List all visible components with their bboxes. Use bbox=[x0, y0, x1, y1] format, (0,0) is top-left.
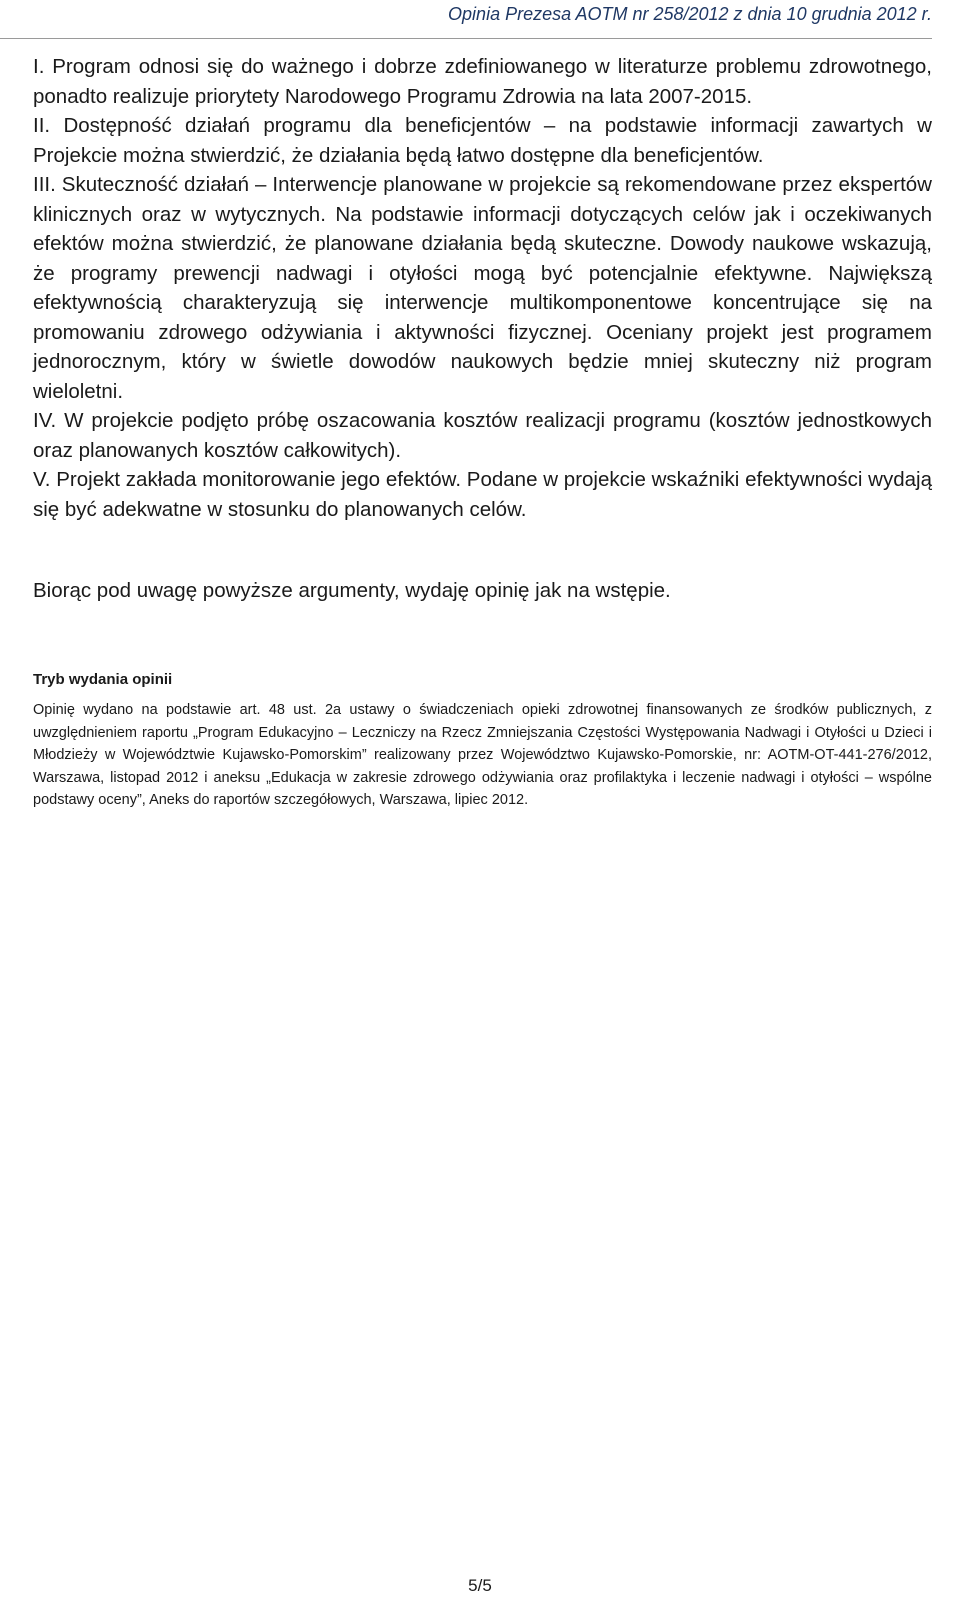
paragraph-i: I. Program odnosi się do ważnego i dobrze zdefiniowanego w literaturze problemu zdrowotnego, ponadto realizuje priorytety Narodowego Programu Zdrowia na lata 2007-2015. bbox=[33, 55, 932, 108]
paragraph-ii: II. Dostępność działań programu dla beneficjentów – na podstawie informacji zawartych w Projekcie można stwierdzić, że działania będą łatwo dostępne dla beneficjentów. bbox=[33, 114, 932, 167]
page-number: 5/5 bbox=[468, 1576, 492, 1595]
paragraph-iv: IV. W projekcie podjęto próbę oszacowania kosztów realizacji programu (kosztów jednostkowych oraz planowanych kosztów całkowitych). bbox=[33, 409, 932, 462]
paragraph-v: V. Projekt zakłada monitorowanie jego efektów. Podane w projekcie wskaźniki efektywności wydają się być adekwatne w stosunku do planowanych celów. bbox=[33, 468, 932, 521]
conclusion-text: Biorąc pod uwagę powyższe argumenty, wydaję opinię jak na wstępie. bbox=[33, 579, 671, 602]
header-title: Opinia Prezesa AOTM nr 258/2012 z dnia 10 grudnia 2012 r. bbox=[448, 4, 932, 24]
page-header bbox=[0, 0, 932, 39]
tryb-section-text: Opinię wydano na podstawie art. 48 ust. 2a ustawy o świadczeniach opieki zdrowotnej finansowanych ze środków publicznych, z uwzględnieniem raportu „Program Edukacyjno – Leczniczy na Rzecz Zmniejszania Częstości Występowania Nadwagi i Otyłości u Dzieci i Młodzieży w Województwie Kujawsko-Pomorskim” realizowany przez Województwo Kujawsko-Pomorskie, nr: AOTM-OT-441-276/2012, Warszawa, listopad 2012 i aneksu „Edukacja w zakresie zdrowego odżywiania oraz profilaktyka i leczenie nadwagi i otyłości – wspólne podstawy oceny”, Aneks do raportów szczegółowych, Warszawa, lipiec 2012. bbox=[33, 702, 932, 808]
spacer bbox=[33, 524, 932, 576]
paragraph-iii: III. Skuteczność działań – Interwencje planowane w projekcie są rekomendowane przez ekspertów klinicznych oraz w wytycznych. Na podstawie informacji dotyczących celów jak i oczekiwanych efektów można stwierdzić, że planowane działania będą skuteczne. Dowody naukowe wskazują, że programy prewencji nadwagi i otyłości mogą być potencjalnie efektywne. Największą efektywnością charakteryzują się interwencje multikomponentowe koncentrujące się na promowaniu zdrowego odżywiania i aktywności fizycznej. Oceniany projekt jest programem jednorocznym, który w świetle dowodów naukowych będzie mniej skuteczny niż program wieloletni. bbox=[33, 173, 932, 403]
spacer bbox=[33, 605, 932, 669]
document-body bbox=[33, 52, 932, 812]
tryb-section-title: Tryb wydania opinii bbox=[33, 671, 173, 688]
